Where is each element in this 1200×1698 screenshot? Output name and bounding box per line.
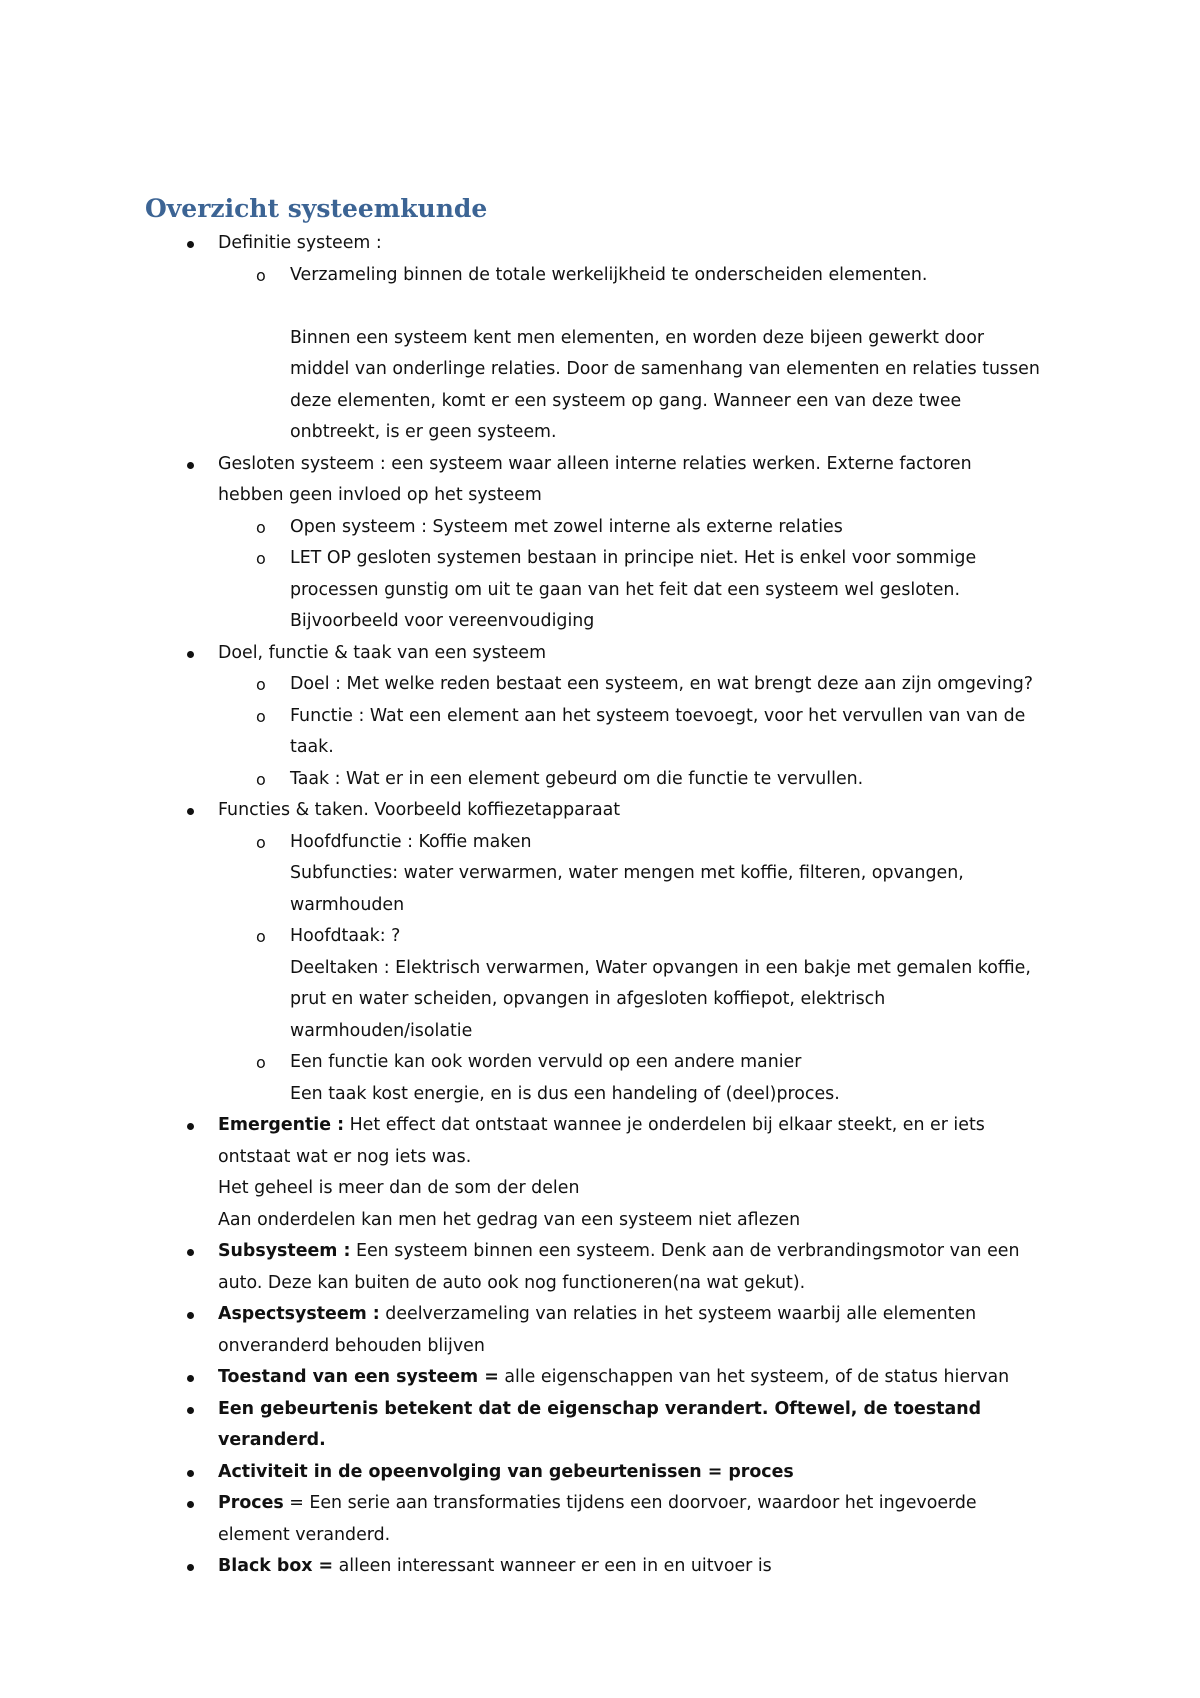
bullet-item — [0, 1236, 1063, 1299]
bullet-label: Definitie systeem : — [218, 233, 382, 253]
sub-bullet-text: Een taak kost energie, en is dus een handeling of (deel)proces. — [290, 1083, 840, 1104]
sub-bullet-list — [218, 669, 1063, 795]
bullet-label-continued: Het geheel is meer dan de som der delen — [218, 1178, 580, 1198]
bullet-dot-icon — [187, 1470, 194, 1477]
sub-bullet-text: Taak : Wat er in een element gebeurd om die functie te vervullen. — [290, 768, 864, 789]
sub-bullet-text: Open systeem : Systeem met zowel interne als externe relaties — [290, 516, 843, 537]
bullet-label: Doel, functie & taak van een systeem — [218, 642, 547, 663]
main-bullet-list — [0, 228, 1200, 1583]
sub-bullet-item — [0, 260, 1070, 449]
bold-term: Toestand van een systeem = — [218, 1367, 499, 1387]
sub-bullet-item — [0, 1047, 1070, 1110]
sub-bullet-item — [0, 921, 1070, 1047]
bullet-label-continued: hebben geen invloed op het systeem — [218, 485, 542, 505]
bullet-item — [0, 1488, 1063, 1551]
bullet-dot-icon — [187, 1407, 194, 1414]
circle-bullet-icon: o — [256, 675, 266, 694]
bullet-dot-icon — [187, 462, 194, 469]
bullet-label — [218, 1394, 1063, 1457]
bullet-item — [0, 1299, 1063, 1362]
blank-line — [290, 291, 1070, 323]
bullet-label — [218, 1110, 1063, 1142]
bullet-dot-icon — [187, 1564, 194, 1571]
bullet-label: Functies & taken. Voorbeeld koffiezetapparaat — [218, 800, 621, 820]
bullet-label-continued: onveranderd behouden blijven — [218, 1335, 485, 1356]
bullet-label — [218, 1236, 1063, 1268]
bullet-dot-icon — [187, 1312, 194, 1319]
bold-term: Subsysteem : — [218, 1241, 351, 1261]
bullet-item — [0, 449, 1063, 638]
bullet-item — [0, 228, 1063, 449]
sub-bullet-text: deze elementen, komt er een systeem op gang. Wanneer een van deze twee — [290, 390, 962, 411]
circle-bullet-icon: o — [256, 549, 266, 568]
page-title: Overzicht systeemkunde — [145, 194, 488, 223]
sub-bullet-text: onbtreekt, is er geen systeem. — [290, 422, 557, 442]
sub-bullet-text: Functie : Wat een element aan het systeem toevoegt, voor het vervullen van van de — [290, 705, 1026, 726]
sub-bullet-item — [0, 701, 1070, 764]
bullet-dot-icon — [187, 1375, 194, 1382]
sub-bullet-text: Verzameling binnen de totale werkelijkheid te onderscheiden elementen. — [290, 264, 928, 285]
sub-bullet-text: Een functie kan ook worden vervuld op een andere manier — [290, 1052, 802, 1072]
bullet-item — [0, 638, 1063, 796]
sub-bullet-text: LET OP gesloten systemen bestaan in principe niet. Het is enkel voor sommige — [290, 548, 977, 568]
bullet-dot-icon — [187, 1249, 194, 1256]
bold-term: Activiteit in de opeenvolging van gebeurtenissen = proces — [218, 1461, 794, 1482]
document-body — [0, 228, 1200, 1583]
bullet-label-continued: ontstaat wat er nog iets was. — [218, 1146, 472, 1167]
bullet-label-continued: element veranderd. — [218, 1524, 391, 1545]
sub-bullet-text: warmhouden/isolatie — [290, 1020, 473, 1041]
term-definition: Het effect dat ontstaat wannee je onderdelen bij elkaar steekt, en er iets — [344, 1115, 985, 1135]
sub-bullet-text: Binnen een systeem kent men elementen, en worden deze bijeen gewerkt door — [290, 327, 984, 348]
sub-bullet-list — [218, 512, 1063, 638]
sub-bullet-text: Deeltaken : Elektrisch verwarmen, Water opvangen in een bakje met gemalen koffie, — [290, 957, 1031, 978]
sub-bullet-text: taak. — [290, 737, 334, 757]
bullet-item — [0, 1394, 1063, 1457]
sub-bullet-text: Hoofdtaak: ? — [290, 926, 401, 946]
bullet-item — [0, 1457, 1063, 1489]
bullet-dot-icon — [187, 808, 194, 815]
sub-bullet-text: Subfuncties: water verwarmen, water mengen met koffie, filteren, opvangen, — [290, 863, 964, 883]
sub-bullet-list — [218, 827, 1063, 1111]
bullet-item — [0, 1362, 1063, 1394]
bullet-label — [218, 1488, 1063, 1520]
bullet-label — [218, 1457, 1063, 1489]
sub-bullet-item — [0, 669, 1070, 701]
circle-bullet-icon: o — [256, 517, 266, 537]
circle-bullet-icon: o — [256, 927, 266, 946]
sub-bullet-text: Bijvoorbeeld voor vereenvoudiging — [290, 611, 595, 631]
circle-bullet-icon: o — [256, 832, 266, 852]
bullet-item — [0, 1551, 1063, 1583]
bullet-label — [218, 1551, 1063, 1583]
bullet-item — [0, 1110, 1063, 1236]
sub-bullet-text: processen gunstig om uit te gaan van het feit dat een systeem wel gesloten. — [290, 579, 960, 600]
term-definition: Een systeem binnen een systeem. Denk aan de verbrandingsmotor van een — [350, 1241, 1020, 1261]
bullet-dot-icon — [187, 1501, 194, 1508]
sub-bullet-item — [0, 827, 1070, 922]
sub-bullet-text: Doel : Met welke reden bestaat een systeem, en wat brengt deze aan zijn omgeving? — [290, 674, 1033, 694]
bold-term: Aspectsysteem : — [218, 1304, 380, 1324]
bullet-label — [218, 1362, 1063, 1394]
sub-bullet-item — [0, 764, 1070, 796]
sub-bullet-text: middel van onderlinge relaties. Door de samenhang van elementen en relaties tussen — [290, 359, 1040, 379]
bullet-label-continued: auto. Deze kan buiten de auto ook nog functioneren(na wat gekut). — [218, 1272, 806, 1293]
circle-bullet-icon: o — [256, 1053, 266, 1072]
circle-bullet-icon: o — [256, 265, 266, 285]
term-definition: deelverzameling van relaties in het systeem waarbij alle elementen — [379, 1304, 977, 1324]
bold-term: Black box = — [218, 1556, 334, 1576]
bullet-dot-icon — [187, 1123, 194, 1130]
bullet-dot-icon — [187, 651, 194, 658]
term-definition: alle eigenschappen van het systeem, of de status hiervan — [498, 1367, 1010, 1387]
sub-bullet-list — [218, 260, 1063, 449]
circle-bullet-icon: o — [256, 769, 266, 789]
sub-bullet-text: Hoofdfunctie : Koffie maken — [290, 831, 532, 852]
bold-term: Proces — [218, 1493, 284, 1513]
sub-bullet-item — [0, 543, 1070, 638]
sub-bullet-text: warmhouden — [290, 894, 405, 915]
bold-term: Een gebeurtenis betekent dat de eigenschap verandert. Oftewel, de toestand veranderd. — [218, 1398, 982, 1450]
bold-term: Emergentie : — [218, 1115, 345, 1135]
bullet-dot-icon — [187, 241, 194, 248]
bullet-label-continued: Aan onderdelen kan men het gedrag van een systeem niet aflezen — [218, 1209, 801, 1230]
bullet-label — [218, 1299, 1063, 1331]
bullet-label: Gesloten systeem : een systeem waar alleen interne relaties werken. Externe factoren — [218, 453, 972, 474]
term-definition: alleen interessant wanneer er een in en uitvoer is — [333, 1556, 772, 1576]
bullet-item — [0, 795, 1063, 1110]
sub-bullet-item — [0, 512, 1070, 544]
sub-bullet-text: prut en water scheiden, opvangen in afgesloten koffiepot, elektrisch — [290, 989, 886, 1009]
term-definition: = Een serie aan transformaties tijdens een doorvoer, waardoor het ingevoerde — [283, 1493, 977, 1513]
circle-bullet-icon: o — [256, 706, 266, 726]
